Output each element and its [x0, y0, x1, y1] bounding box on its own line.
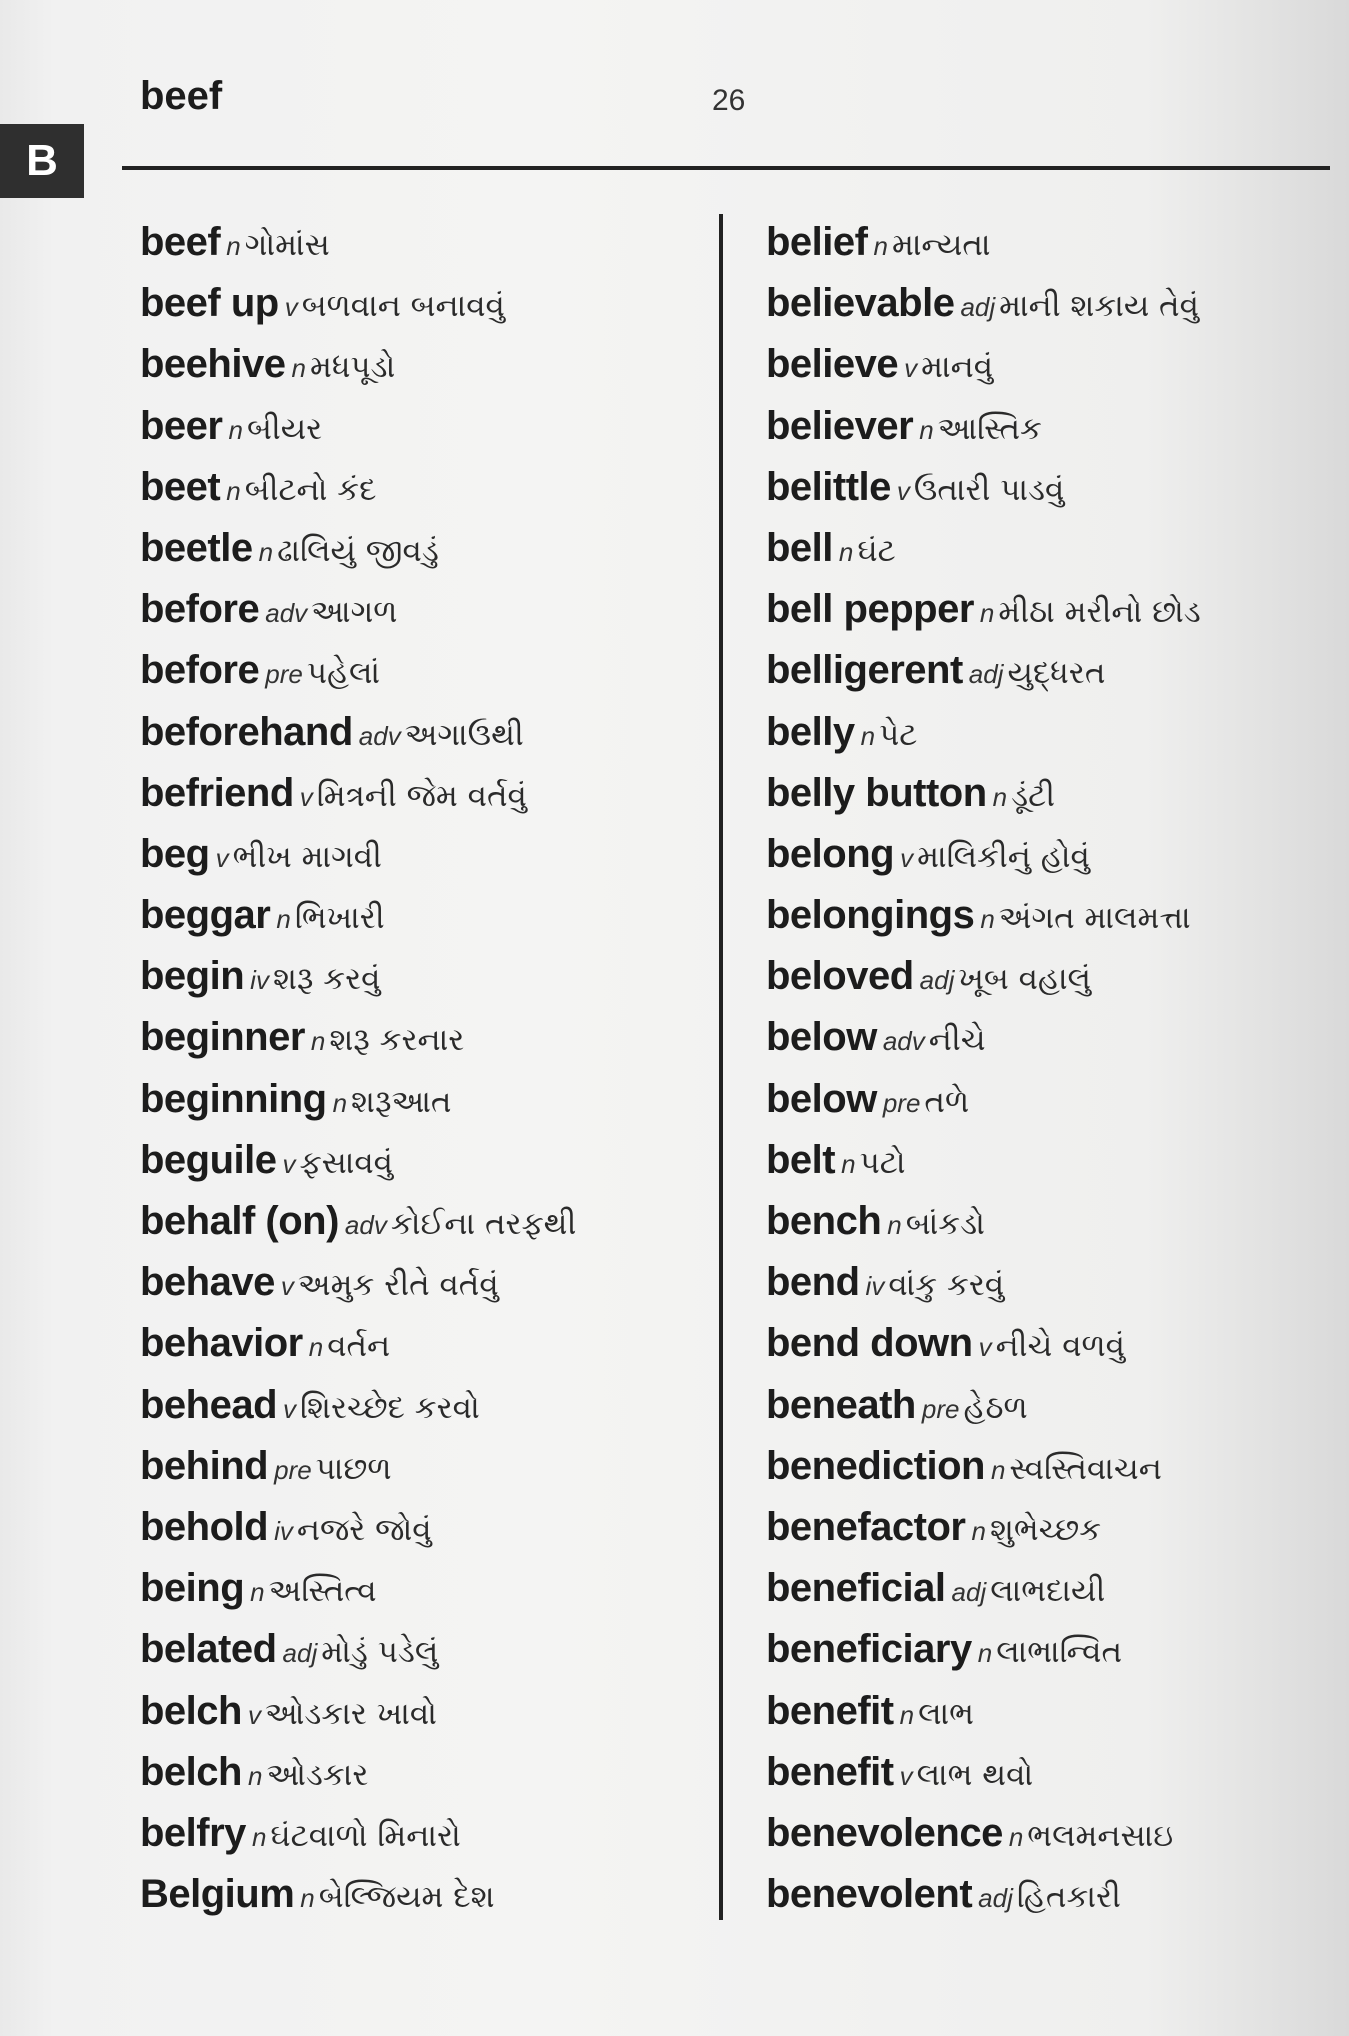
gujarati-gloss: પેટ [879, 716, 918, 753]
dictionary-entry [140, 1130, 700, 1191]
headword: beneath [766, 1382, 916, 1427]
part-of-speech: n [860, 720, 876, 751]
dictionary-entry [140, 640, 700, 701]
headword: bend [766, 1260, 860, 1305]
dictionary-entry [766, 1681, 1326, 1742]
part-of-speech: n [873, 231, 888, 261]
dictionary-entry [140, 273, 700, 334]
headword: beg [140, 831, 210, 876]
headword: being [140, 1566, 245, 1611]
column-divider [719, 214, 723, 1920]
gujarati-gloss: વાંકુ કરવું [888, 1267, 1005, 1304]
part-of-speech: v [899, 1760, 913, 1791]
dictionary-entry [140, 1436, 700, 1497]
part-of-speech: n [992, 781, 1008, 812]
headword: below [766, 1076, 877, 1121]
part-of-speech: pre [882, 1087, 921, 1118]
headword: bell pepper [766, 587, 974, 632]
part-of-speech: pre [921, 1393, 960, 1424]
section-tab: B [0, 124, 84, 198]
dictionary-entry [766, 763, 1326, 824]
headword: belligerent [766, 648, 963, 693]
gujarati-gloss: ઓડકાર ખાવો [264, 1695, 437, 1732]
headword: before [140, 648, 260, 693]
part-of-speech: iv [865, 1271, 885, 1302]
headword: behavior [140, 1321, 303, 1366]
headword: belong [766, 831, 895, 876]
part-of-speech: n [300, 1883, 315, 1914]
gujarati-gloss: શરૂઆત [351, 1083, 452, 1120]
headword: beef [140, 220, 221, 264]
headword: beguile [140, 1137, 277, 1182]
dictionary-entry [140, 1252, 700, 1313]
headword: beforehand [140, 709, 353, 754]
gujarati-gloss: ફસાવવું [299, 1144, 393, 1181]
dictionary-entry [766, 334, 1326, 395]
headword: beer [140, 403, 223, 448]
headword: behind [140, 1443, 269, 1488]
gujarati-gloss: સ્વસ્તિવાચન [1009, 1450, 1162, 1487]
headword: behalf (on) [140, 1199, 339, 1243]
dictionary-entry [140, 1619, 700, 1680]
part-of-speech: n [250, 1577, 265, 1608]
dictionary-entry [766, 885, 1326, 946]
dictionary-entry [140, 518, 700, 579]
part-of-speech: n [919, 414, 934, 445]
gujarati-gloss: હેઠળ [963, 1389, 1028, 1426]
gujarati-gloss: માનવું [921, 349, 994, 386]
part-of-speech: adj [919, 965, 955, 996]
dictionary-entry [766, 1191, 1326, 1252]
part-of-speech: adv [265, 598, 308, 629]
dictionary-entry [140, 763, 700, 824]
headword: behead [140, 1382, 278, 1427]
gujarati-gloss: ઉતારી પાડવું [913, 471, 1065, 508]
part-of-speech: iv [274, 1515, 293, 1546]
headword: belt [766, 1137, 836, 1182]
left-column [140, 212, 700, 1925]
part-of-speech: iv [250, 965, 269, 996]
gujarati-gloss: પટો [859, 1144, 906, 1181]
headword: belfry [140, 1810, 246, 1855]
guide-word: beef [140, 74, 223, 118]
headword: below [766, 1015, 877, 1060]
gujarati-gloss: નીચે વળવું [995, 1328, 1125, 1365]
dictionary-entry [766, 273, 1326, 334]
gujarati-gloss: બીટનો કંદ [244, 471, 377, 508]
gujarati-gloss: શુભેચ્છક [989, 1511, 1102, 1548]
part-of-speech: n [979, 598, 995, 629]
headword: benevolent [766, 1872, 973, 1917]
headword: believe [766, 342, 899, 387]
gujarati-gloss: બીયર [246, 410, 323, 447]
dictionary-entry [140, 1007, 700, 1068]
dictionary-entry [140, 1069, 700, 1130]
dictionary-entry [140, 1375, 700, 1436]
gujarati-gloss: ભલમનસાઇ [1027, 1817, 1174, 1854]
part-of-speech: adj [968, 659, 1004, 690]
part-of-speech: n [226, 475, 241, 506]
gujarati-gloss: મીઠા મરીનો છોડ [998, 594, 1201, 631]
gujarati-gloss: ખૂબ વહાલું [958, 961, 1091, 998]
dictionary-entry [766, 212, 1326, 273]
part-of-speech: adv [358, 720, 401, 751]
part-of-speech: v [284, 292, 298, 323]
right-column [766, 212, 1326, 1925]
dictionary-entry [140, 1742, 700, 1803]
gujarati-gloss: બાંકડો [905, 1206, 985, 1242]
headword: beneficiary [766, 1627, 972, 1672]
gujarati-gloss: ગોમાંસ [244, 227, 330, 263]
headword: belated [140, 1627, 277, 1672]
gujarati-gloss: બેલ્જિયમ દેશ [318, 1879, 495, 1916]
headword: befriend [140, 770, 294, 815]
headword: believable [766, 281, 955, 326]
gujarati-gloss: મિત્રની જેમ વર્તવું [316, 777, 527, 814]
dictionary-entry [140, 1803, 700, 1864]
headword: bell [766, 525, 833, 570]
headword: benediction [766, 1443, 985, 1488]
dictionary-entry [766, 1313, 1326, 1374]
headword: believer [766, 403, 914, 448]
headword: belongings [766, 893, 975, 938]
gujarati-gloss: લાભ થવો [916, 1756, 1034, 1793]
dictionary-entry [140, 1497, 700, 1558]
gujarati-gloss: માની શકાય તેવું [999, 288, 1199, 325]
headword: beginning [140, 1076, 327, 1121]
headword: benefit [766, 1749, 894, 1794]
gujarati-gloss: લાભ [918, 1695, 974, 1732]
headword: beehive [140, 342, 286, 387]
part-of-speech: v [283, 1393, 297, 1424]
dictionary-entry [140, 1864, 700, 1925]
gujarati-gloss: શરૂ કરવું [272, 961, 381, 998]
part-of-speech: v [215, 842, 229, 873]
gujarati-gloss: ઘંટ [857, 532, 896, 569]
headword: belittle [766, 464, 891, 509]
headword: before [140, 587, 260, 632]
dictionary-entry [766, 1742, 1326, 1803]
headword: beloved [766, 954, 914, 999]
headword: behold [140, 1504, 269, 1549]
dictionary-entry [140, 212, 700, 273]
part-of-speech: n [838, 536, 854, 567]
part-of-speech: n [980, 904, 995, 935]
headword: beneficial [766, 1566, 946, 1611]
gujarati-gloss: કોઈના તરફથી [390, 1206, 577, 1242]
gujarati-gloss: આગળ [311, 594, 398, 631]
part-of-speech: n [228, 414, 243, 445]
dictionary-entry [766, 1803, 1326, 1864]
dictionary-entry [766, 518, 1326, 579]
gujarati-gloss: નીચે [928, 1022, 986, 1059]
headword: benefit [766, 1688, 894, 1733]
dictionary-entry [766, 1497, 1326, 1558]
gujarati-gloss: અગાઉથી [404, 716, 524, 753]
part-of-speech: v [282, 1148, 296, 1179]
part-of-speech: v [247, 1699, 261, 1730]
gujarati-gloss: હિતકારી [1016, 1879, 1121, 1916]
part-of-speech: adj [978, 1883, 1013, 1914]
dictionary-entry [140, 1558, 700, 1619]
gujarati-gloss: માન્યતા [891, 227, 991, 263]
part-of-speech: n [226, 231, 241, 261]
dictionary-entry [140, 1191, 700, 1252]
dictionary-entry [766, 1252, 1326, 1313]
dictionary-entry [140, 396, 700, 457]
gujarati-gloss: યુદ્ધરત [1007, 655, 1106, 692]
headword: benevolence [766, 1810, 1003, 1855]
dictionary-entry [766, 640, 1326, 701]
dictionary-entry [766, 579, 1326, 640]
gujarati-gloss: વર્તન [327, 1328, 391, 1365]
gujarati-gloss: તળે [924, 1083, 970, 1120]
headword: belief [766, 220, 868, 264]
dictionary-entry [766, 1007, 1326, 1068]
dictionary-entry [766, 1375, 1326, 1436]
dictionary-entry [140, 702, 700, 763]
gujarati-gloss: લાભાન્વિત [996, 1634, 1123, 1671]
part-of-speech: n [251, 1821, 267, 1852]
headword: beggar [140, 893, 271, 938]
part-of-speech: n [990, 1454, 1006, 1485]
gujarati-gloss: અમુક રીતે વર્તવું [297, 1267, 499, 1304]
dictionary-entry [140, 1681, 700, 1742]
part-of-speech: n [971, 1515, 986, 1546]
headword: belch [140, 1688, 242, 1733]
headword: beef up [140, 281, 279, 326]
dictionary-entry [766, 396, 1326, 457]
part-of-speech: n [276, 904, 291, 935]
headword: beet [140, 464, 221, 509]
dictionary-entry [766, 946, 1326, 1007]
dictionary-entry [140, 334, 700, 395]
part-of-speech: n [258, 536, 274, 567]
part-of-speech: n [308, 1332, 324, 1363]
part-of-speech: n [247, 1760, 263, 1791]
part-of-speech: v [904, 353, 918, 384]
part-of-speech: n [291, 353, 306, 384]
gujarati-gloss: શિરચ્છેદ કરવો [300, 1389, 480, 1426]
gujarati-gloss: બળવાન બનાવવું [301, 288, 505, 325]
headword: bench [766, 1199, 882, 1243]
headword: beetle [140, 525, 253, 570]
header-rule [122, 166, 1330, 170]
gujarati-gloss: મોડું પડેલું [321, 1634, 439, 1671]
dictionary-entry [140, 885, 700, 946]
part-of-speech: adv [882, 1026, 925, 1057]
part-of-speech: n [310, 1026, 326, 1057]
dictionary-entry [766, 457, 1326, 518]
dictionary-entry [140, 946, 700, 1007]
part-of-speech: n [977, 1638, 993, 1669]
gujarati-gloss: આસ્તિક [937, 410, 1042, 447]
headword: benefactor [766, 1504, 966, 1549]
headword: belch [140, 1749, 242, 1794]
part-of-speech: adj [282, 1638, 318, 1669]
part-of-speech: n [899, 1699, 915, 1730]
headword: belly [766, 709, 855, 754]
dictionary-entry [766, 702, 1326, 763]
dictionary-entry [766, 1069, 1326, 1130]
dictionary-entry [766, 1619, 1326, 1680]
gujarati-gloss: શરૂ કરનાર [329, 1022, 465, 1059]
part-of-speech: n [332, 1087, 348, 1118]
gujarati-gloss: પાછળ [315, 1450, 392, 1487]
dictionary-entry [766, 1558, 1326, 1619]
dictionary-entry [766, 1130, 1326, 1191]
headword: Belgium [140, 1872, 295, 1917]
part-of-speech: pre [265, 659, 303, 690]
headword: behave [140, 1260, 275, 1305]
part-of-speech: v [299, 781, 313, 812]
part-of-speech: adv [344, 1210, 387, 1240]
gujarati-gloss: અસ્તિત્વ [268, 1573, 377, 1610]
gujarati-gloss: ભિખારી [294, 900, 385, 937]
part-of-speech: n [887, 1210, 902, 1240]
part-of-speech: pre [274, 1454, 312, 1485]
gujarati-gloss: માલિકીનું હોવું [917, 838, 1090, 875]
dictionary-entry [766, 1436, 1326, 1497]
part-of-speech: n [1008, 1821, 1024, 1852]
gujarati-gloss: ભીખ માગવી [232, 838, 382, 875]
dictionary-entry [766, 824, 1326, 885]
part-of-speech: v [900, 842, 914, 873]
gujarati-gloss: અંગત માલમત્તા [998, 900, 1191, 937]
part-of-speech: adj [951, 1577, 987, 1608]
dictionary-entry [140, 579, 700, 640]
page-number: 26 [712, 84, 746, 117]
dictionary-entry [140, 824, 700, 885]
gujarati-gloss: ઓડકાર [266, 1756, 369, 1793]
headword: beginner [140, 1015, 305, 1060]
part-of-speech: v [280, 1271, 294, 1302]
headword: begin [140, 954, 245, 999]
dictionary-entry [766, 1864, 1326, 1925]
gujarati-gloss: ડૂંટી [1011, 777, 1056, 814]
part-of-speech: n [841, 1148, 856, 1179]
part-of-speech: v [896, 475, 910, 506]
dictionary-entry [140, 1313, 700, 1374]
headword: belly button [766, 770, 987, 815]
dictionary-entry [140, 457, 700, 518]
gujarati-gloss: નજરે જોવું [296, 1511, 432, 1548]
gujarati-gloss: લાભદાયી [990, 1573, 1106, 1610]
headword: bend down [766, 1321, 973, 1366]
part-of-speech: v [978, 1332, 992, 1363]
gujarati-gloss: પહેલાં [306, 655, 381, 692]
gujarati-gloss: મધપૂડો [309, 349, 396, 386]
part-of-speech: adj [960, 292, 996, 323]
gujarati-gloss: ઢાલિયું જીવડું [277, 532, 439, 569]
gujarati-gloss: ઘંટવાળો મિનારો [270, 1817, 461, 1854]
